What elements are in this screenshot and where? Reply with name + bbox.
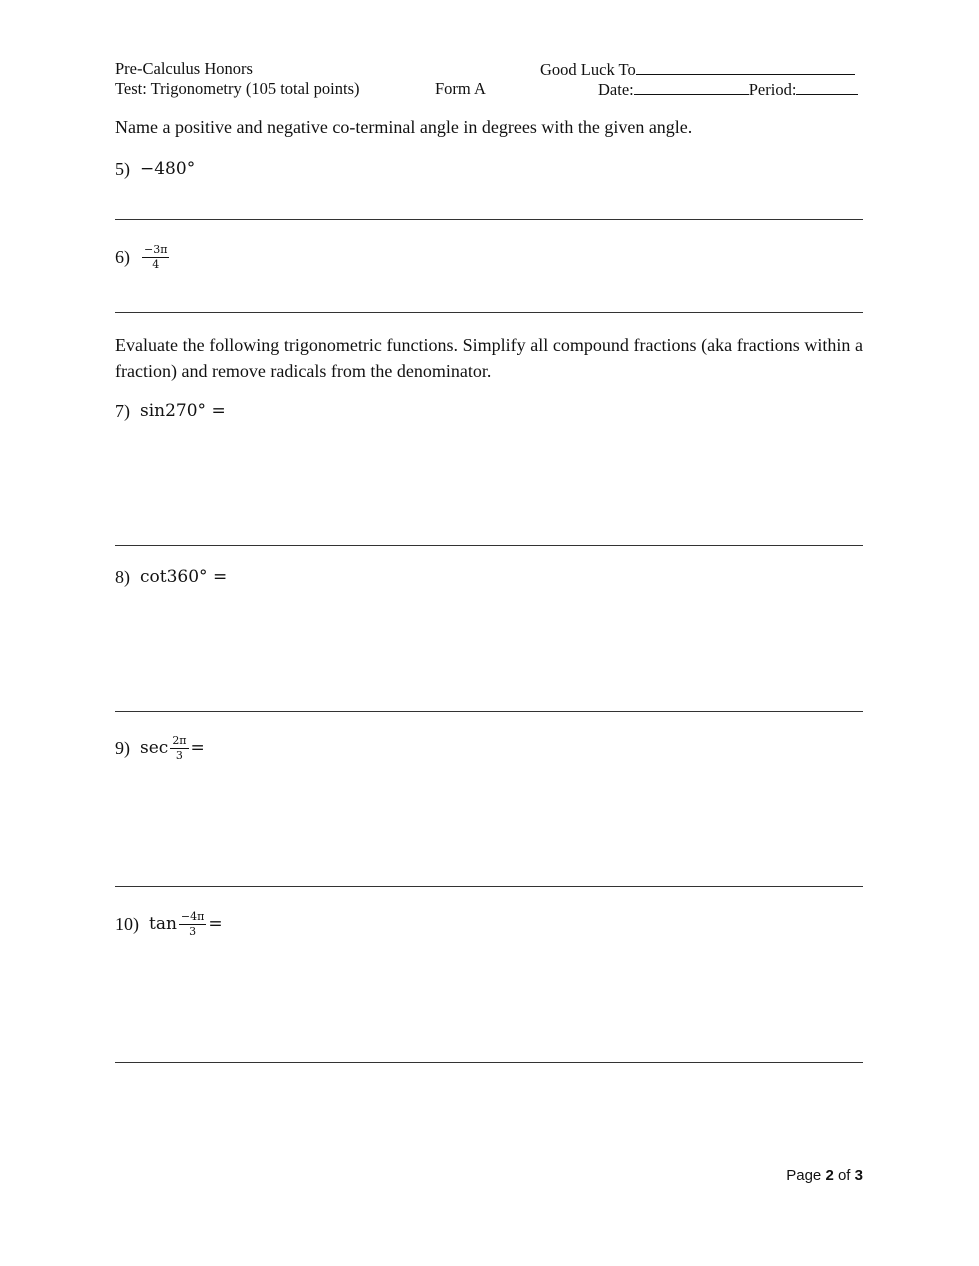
fraction-numerator: 2π <box>172 733 187 747</box>
fraction-numerator: −3π <box>144 242 168 256</box>
section1-instructions: Name a positive and negative co-terminal angle in degrees with the given angle. <box>115 117 693 137</box>
function-name: sec <box>140 738 169 758</box>
date-label: Date: <box>598 80 634 99</box>
page-word: Page <box>786 1167 822 1184</box>
period-field[interactable] <box>796 79 858 95</box>
equals-sign: = <box>208 914 223 934</box>
fraction <box>142 244 169 271</box>
total-pages: 3 <box>854 1167 863 1184</box>
fraction-denominator: 4 <box>152 257 160 271</box>
current-page: 2 <box>825 1167 834 1184</box>
date-period-line <box>598 79 858 100</box>
problem-7 <box>115 399 226 423</box>
problem-number: 7) <box>115 400 130 421</box>
date-field[interactable] <box>634 79 749 95</box>
problem-8 <box>115 565 227 589</box>
answer-line[interactable] <box>115 886 863 887</box>
period-label: Period: <box>748 80 797 99</box>
test-title: Test: Trigonometry (105 total points) <box>115 79 360 98</box>
problem-number: 10) <box>115 913 139 934</box>
function-name: tan <box>149 914 177 934</box>
problem-9 <box>115 731 205 765</box>
problem-number: 9) <box>115 737 130 758</box>
answer-line[interactable] <box>115 711 863 712</box>
answer-line[interactable] <box>115 545 863 546</box>
answer-line[interactable] <box>115 312 863 313</box>
answer-line[interactable] <box>115 1062 863 1063</box>
of-word: of <box>837 1167 851 1184</box>
fraction-numerator: −4π <box>180 909 205 923</box>
fraction <box>170 735 188 762</box>
problem-number: 5) <box>115 158 130 179</box>
problem-5 <box>115 157 195 181</box>
answer-line[interactable] <box>115 219 863 220</box>
form-label: Form A <box>435 79 486 98</box>
course-title: Pre-Calculus Honors <box>115 59 253 78</box>
problem-6 <box>115 240 171 274</box>
problem-number: 6) <box>115 246 130 267</box>
problem-10 <box>115 907 223 941</box>
problem-expression: cot360° = <box>140 567 228 587</box>
fraction <box>179 911 206 938</box>
problem-expression: −480° <box>140 159 196 179</box>
section2-instructions: Evaluate the following trigonometric functions. Simplify all compound fractions (aka fractions within a fraction) and remove radicals from the denominator. <box>115 335 863 381</box>
fraction-denominator: 3 <box>175 748 183 762</box>
problem-number: 8) <box>115 566 130 587</box>
fraction-denominator: 3 <box>189 924 197 938</box>
good-luck-label: Good Luck To <box>540 60 636 79</box>
name-field[interactable] <box>636 59 855 75</box>
equals-sign: = <box>190 738 205 758</box>
page-number <box>786 1167 863 1184</box>
problem-expression: sin270° = <box>140 401 226 421</box>
good-luck-line <box>540 59 855 80</box>
